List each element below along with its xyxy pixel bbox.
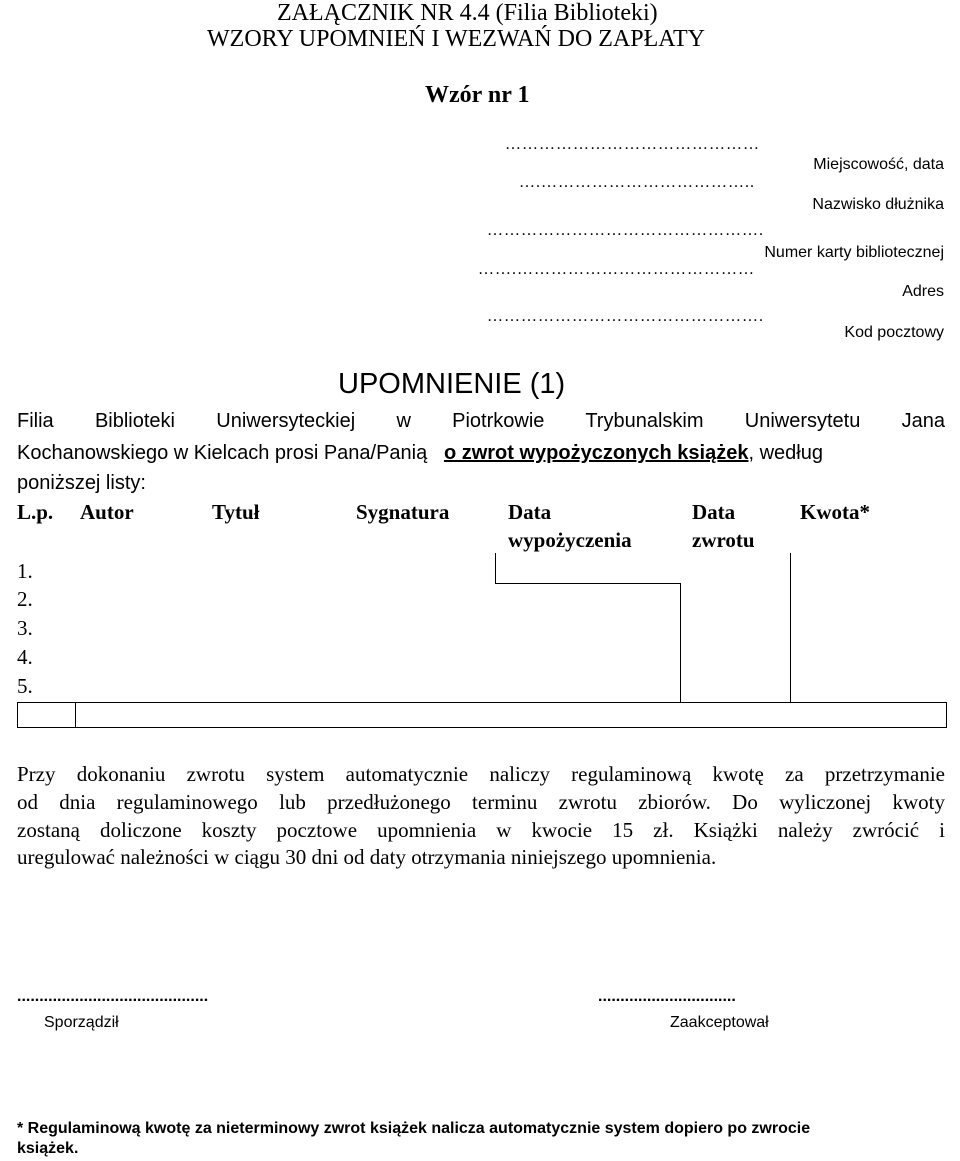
intro-line-3: poniższej listy:	[17, 472, 146, 494]
col-header-kwota: Kwota*	[800, 500, 870, 524]
address-dots: …….……………………………………	[478, 261, 755, 278]
col-header-lp: L.p.	[17, 500, 54, 524]
address-label: Kod pocztowy	[844, 324, 944, 341]
table-grid-line	[17, 702, 947, 703]
address-dots: ….………………………………..	[519, 174, 755, 191]
signature-right-dots: ...............................	[598, 988, 736, 1005]
footnote-line-1: * Regulaminową kwotę za nieterminowy zwrot książek nalicza automatycznie system dopiero po zwrocie	[17, 1120, 811, 1137]
address-dots: ………………………………………….	[487, 222, 764, 239]
table-row-number: 3.	[17, 616, 33, 640]
notice-title: UPOMNIENIE (1)	[338, 368, 566, 400]
col-header-data-zwr: Data	[692, 500, 736, 524]
address-label: Nazwisko dłużnika	[812, 196, 944, 213]
table-grid-line	[680, 583, 681, 703]
table-row-number: 1.	[17, 559, 33, 583]
header-line-1: ZAŁĄCZNIK NR 4.4 (Filia Biblioteki)	[277, 0, 658, 26]
table-grid-line	[17, 702, 18, 727]
col-header-tytul: Tytuł	[212, 500, 260, 524]
col-header-sygnatura: Sygnatura	[356, 500, 450, 524]
table-row-number: 5.	[17, 674, 33, 698]
intro-text: Kochanowskiego w Kielcach prosi Pana/Panią	[17, 442, 428, 464]
signature-left-dots: ...........................................	[17, 988, 209, 1005]
intro-emphasis: o zwrot wypożyczonych książek	[443, 442, 749, 464]
info-line-1: Przy dokonaniu zwrotu system automatycznie naliczy regulaminową kwotę za przetrzymanie	[17, 762, 945, 786]
table-row-number: 2.	[17, 587, 33, 611]
footnote-line-2: książek.	[17, 1140, 79, 1157]
col-header-data-zwr-2: zwrotu	[692, 528, 755, 552]
col-header-autor: Autor	[80, 500, 134, 524]
header-line-2: WZORY UPOMNIEŃ I WEZWAŃ DO ZAPŁATY	[207, 26, 705, 52]
info-line-3: zostaną doliczone koszty pocztowe upomnienia w kwocie 15 zł. Książki należy zwrócić i	[17, 818, 945, 842]
table-row-number: 4.	[17, 645, 33, 669]
address-label: Numer karty bibliotecznej	[764, 244, 944, 261]
address-dots: ………………………………………….	[487, 308, 764, 325]
table-grid-line	[946, 702, 947, 727]
info-line-2: od dnia regulaminowego lub przedłużonego terminu zwrotu zbiorów. Do wyliczonej kwoty	[17, 790, 945, 814]
table-grid-line	[495, 583, 680, 584]
table-grid-line	[790, 553, 791, 703]
address-label: Adres	[902, 283, 944, 300]
address-label: Miejscowość, data	[813, 156, 944, 173]
col-header-data-wyp: Data	[508, 500, 552, 524]
signature-left-label: Sporządził	[44, 1014, 119, 1031]
intro-line-2	[17, 442, 823, 465]
table-grid-line	[495, 553, 496, 583]
template-number: Wzór nr 1	[425, 82, 530, 108]
col-header-data-wyp-2: wypożyczenia	[508, 528, 632, 552]
address-dots: ………………………………………	[505, 136, 760, 153]
intro-line-1: Filia Biblioteki Uniwersyteckiej w Piotrkowie Trybunalskim Uniwersytetu Jana	[17, 410, 945, 432]
table-grid-line	[75, 702, 76, 727]
signature-right-label: Zaakceptował	[670, 1014, 769, 1031]
intro-text-end: , według	[748, 442, 823, 464]
info-line-4: uregulować należności w ciągu 30 dni od daty otrzymania niniejszego upomnienia.	[17, 845, 717, 869]
table-grid-line	[17, 727, 947, 728]
